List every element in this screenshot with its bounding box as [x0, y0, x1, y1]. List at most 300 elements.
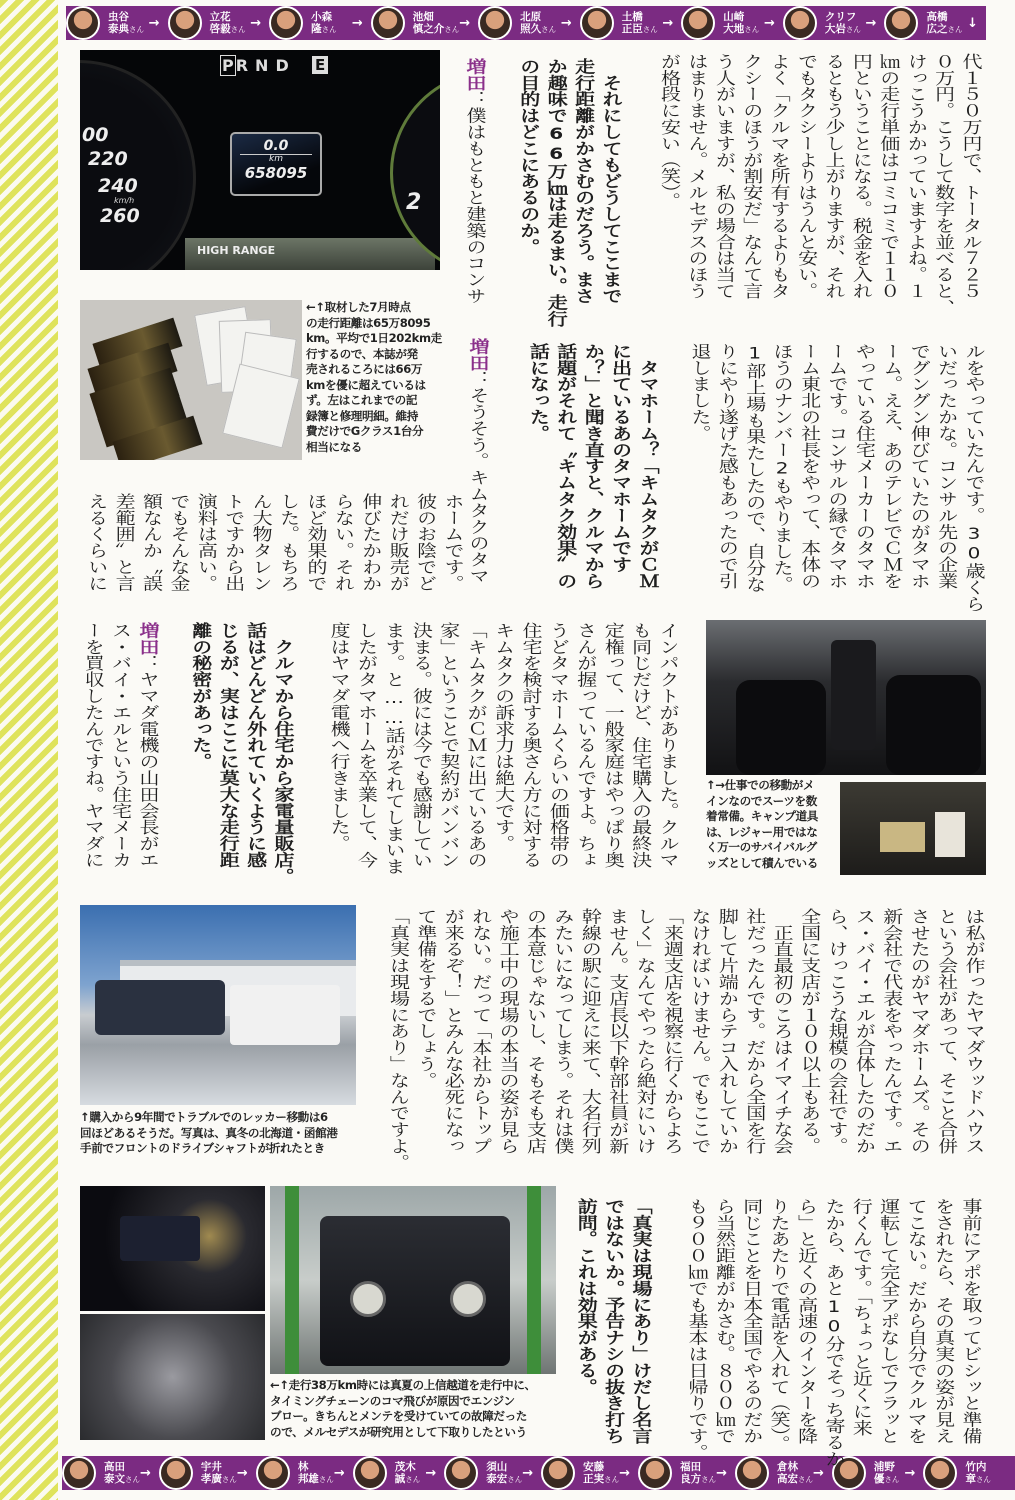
text-column: りたあたりで電話を入れて（笑）。 — [767, 1198, 792, 1453]
avatar — [371, 6, 405, 40]
car-interior-suits-photo — [706, 620, 986, 775]
text-column: 差範囲〟と言 — [112, 493, 137, 592]
person-surname: 虫谷 — [108, 10, 129, 23]
text-column: うどタマホームくらいの価格帯の — [546, 622, 571, 868]
given-name-text: 隆 — [311, 22, 322, 35]
text-column: やっている住宅メーカーのタマホ — [852, 343, 877, 589]
person-name — [104, 1461, 140, 1486]
avatar — [681, 6, 715, 40]
text-column: の目的はどこにあるのか。 — [516, 58, 541, 255]
honorific: さん — [541, 24, 557, 34]
given-name-text: 泰宏 — [486, 1472, 508, 1485]
text-column: 「来週支店を視察に行くからよろ — [660, 908, 685, 1154]
speaker-name: 増田 — [136, 622, 160, 655]
person-item — [256, 1456, 353, 1490]
car-on-lift-photo — [270, 1186, 556, 1374]
text-column: 幹線の駅に迎えに来て、大名行列 — [578, 908, 603, 1154]
honorific: さん — [321, 24, 337, 34]
text-column: も９００㎞でも基本は日帰りです。 — [684, 1198, 709, 1461]
text-column: タマホーム？「キムタクがＣＭ — [636, 359, 660, 589]
text-column: 社だったんです。だから全国を行 — [742, 908, 767, 1154]
text-column: 円ということになる。税金を入れ — [849, 53, 874, 299]
text-column: りにやり遂げた感もあったので引 — [715, 343, 740, 589]
caption-line: インなのでスーツを数 — [706, 793, 817, 808]
person-surname: 北原 — [520, 10, 542, 23]
text-column: ーム。ええ、あのテレビでＣＭを — [879, 343, 904, 589]
person-given-name — [108, 23, 144, 36]
text-column: インパクトがありました。クルマ — [656, 622, 680, 868]
avatar — [353, 1456, 387, 1490]
given-name-text: 良方 — [680, 1472, 702, 1485]
text-column: れない。だって「本社からトップ — [468, 908, 493, 1154]
honorific: さん — [507, 1474, 523, 1484]
caption-line: ↑→仕事での移動がメ — [706, 778, 815, 792]
person-item — [62, 1456, 159, 1490]
text-column: なければいけません。でもここで — [687, 908, 712, 1154]
text-column: ではないか。予告ナシの抜き打ち — [601, 1198, 626, 1444]
text-column: は私が作ったヤマダウッドハウス — [962, 908, 986, 1154]
honorific: さん — [701, 1474, 717, 1484]
caption-line: km。平均で1日202km走 — [306, 331, 442, 345]
gear-letters: RND — [235, 56, 296, 75]
text-column: 新会社で代表をやったんです。エ — [879, 908, 904, 1154]
person-surname: 池畑 — [412, 10, 434, 23]
honorific: さん — [975, 1474, 991, 1484]
given-name-text: 邦雄 — [297, 1472, 319, 1485]
person-surname: 土橋 — [621, 10, 643, 23]
text-column: ーム東北の社長をやって、本体の — [797, 343, 822, 589]
caption-line: の走行距離は65万8095 — [306, 315, 431, 330]
caption-line: 相当になる — [306, 439, 362, 454]
person-given-name — [395, 1473, 421, 1486]
text-column: 走行距離がかさむのだろう。まさ — [571, 58, 596, 304]
person-item — [580, 6, 682, 40]
text-column: いだったかな。コンサル先の企業 — [934, 343, 959, 589]
person-name — [825, 11, 861, 36]
given-name-text: 大地 — [723, 22, 745, 35]
text-column: れだけ販売が — [386, 493, 411, 592]
maintenance-records-photo — [80, 300, 302, 460]
text-column: 退しました。 — [687, 343, 712, 442]
cargo-camping-gear-photo — [840, 782, 986, 875]
text-column: 「真実は現場にあり」なんですよ。 — [386, 908, 411, 1171]
speed-tick-label: 240 — [98, 175, 138, 197]
person-name — [210, 11, 246, 36]
text-column: けっこうかかっていますよね。１ — [904, 53, 929, 299]
rpm-tick-label: 2 — [406, 190, 422, 215]
person-name — [298, 1461, 334, 1486]
honorific: さん — [884, 1474, 900, 1484]
person-surname: 高橋 — [926, 10, 948, 23]
speaker-name: 増田 — [466, 338, 490, 371]
arrow-right-icon: → — [763, 15, 775, 31]
given-name-text: 泰文 — [104, 1472, 125, 1485]
caption-line: タイミングチェーンのコマ飛びが原因でエンジン — [270, 1393, 515, 1408]
given-name-text: 章 — [965, 1472, 976, 1485]
arrow-right-icon: → — [812, 1465, 824, 1481]
gear-indicator — [220, 56, 296, 75]
person-surname: 山崎 — [723, 10, 745, 23]
person-surname: 須山 — [486, 1460, 508, 1473]
person-name — [520, 11, 556, 36]
article-lead-block — [572, 1198, 654, 1485]
text-column: キムタクの訴求力は絶大です。 — [491, 622, 516, 852]
honorific: さん — [642, 24, 658, 34]
text-column: ０万円。こうして数字を並べると、 — [931, 53, 956, 316]
text-column: ません。支店長以下幹部社員が新 — [605, 908, 630, 1154]
gear-park: P — [222, 56, 234, 75]
speed-tick-label: 00 — [82, 124, 109, 146]
speaker-text: ：そうそう。キムタクのタマ — [466, 370, 490, 584]
text-column: ら当然距離がかさむ。８００㎞で — [712, 1198, 737, 1444]
text-column: じるが、実はここに莫大な走行距 — [216, 622, 241, 868]
text-column: るともう少し上がりますが、それ — [821, 53, 846, 299]
text-column: ㎞の走行単価はコミコミで１１０ — [876, 53, 901, 299]
text-column: さんが握っているんですよ。ちょ — [573, 622, 598, 868]
text-column: ス・バイ・エルが合体したのだか — [852, 908, 877, 1154]
person-name — [926, 11, 962, 36]
text-column: て準備をするでしょう。 — [413, 908, 438, 1089]
text-column: らない。それ — [331, 493, 356, 592]
odometer-unit: km — [240, 154, 312, 164]
text-column: 度はヤマダ電機へ行きました。 — [327, 622, 352, 852]
person-item — [269, 6, 371, 40]
article-text-block — [686, 343, 987, 630]
caption-line: 着常備。キャンプ道具 — [706, 809, 818, 823]
photo-caption-tow — [80, 1110, 337, 1157]
text-column: 演料は高い。 — [194, 493, 219, 592]
arrow-right-icon: → — [250, 15, 262, 31]
text-column: みたいになってしまう。それは僕 — [550, 908, 575, 1154]
article-text-block — [655, 53, 984, 340]
text-column: はまりません。メルセデスのほう — [684, 53, 709, 299]
honorific: さん — [125, 1474, 140, 1484]
text-column: クシーのほうが割安だ」なんて言 — [739, 53, 764, 299]
text-column: 正直最初のころはイマイチな会 — [770, 924, 795, 1154]
caption-line: ッズとして積んでいる — [706, 855, 818, 870]
article-text-block — [384, 908, 987, 1195]
text-column: 「真実は現場にあり」けだし名言 — [629, 1198, 653, 1444]
trip-meter: 0.0 — [263, 138, 289, 154]
text-column: 家」ということで契約がバンバン — [436, 622, 461, 868]
tow-truck-photo — [80, 905, 356, 1105]
caption-line: ず。左はこれまでの記 — [306, 393, 418, 407]
person-given-name — [486, 1473, 522, 1486]
given-name-text: 優 — [873, 1472, 885, 1485]
speaker-text: ：僕はもともと建築のコンサ — [463, 90, 487, 304]
article-lead-block — [524, 343, 661, 630]
text-column: も同じだけど、住宅購入の最終決 — [628, 622, 653, 868]
honorific: さん — [604, 1474, 620, 1484]
text-column: が来るぞ！」とみんな必死になっ — [441, 908, 466, 1154]
person-given-name — [298, 1473, 334, 1486]
arrow-right-icon: → — [619, 1465, 631, 1481]
text-column: 訪問。これは効果がある。 — [574, 1198, 599, 1395]
person-item — [783, 6, 885, 40]
text-column: ルをやっていたんです。30歳くら — [962, 343, 986, 612]
decorative-stripe-border — [0, 0, 58, 1500]
photo-caption-mileage — [306, 300, 442, 455]
text-column: でもタクシーよりはうんと安い。 — [794, 53, 819, 299]
speed-unit-label: km/h — [114, 196, 135, 205]
given-name-text: 大岩 — [824, 22, 846, 35]
avatar — [62, 1456, 96, 1490]
arrow-right-icon: → — [662, 15, 674, 31]
avatar — [478, 6, 512, 40]
caption-line: 録簿と修理明細。維持 — [306, 408, 418, 423]
text-column: という会社があって、そこと合併 — [934, 908, 959, 1154]
text-column — [464, 338, 491, 625]
photo-caption-interior — [706, 778, 818, 871]
text-column: 話はどんどん外れていくように感 — [243, 622, 268, 868]
text-column: したがタマホームを卒業して、今 — [354, 622, 379, 868]
person-name — [201, 1461, 237, 1486]
article-lead-block — [514, 58, 624, 345]
person-given-name — [825, 23, 861, 36]
text-column: 伸びたかわか — [358, 493, 383, 592]
avatar — [541, 1456, 575, 1490]
text-column: ます。と……話がそれてしまいま — [381, 622, 406, 875]
avatar — [884, 6, 918, 40]
night-breakdown-photo — [80, 1186, 265, 1311]
speaker-text: ：ヤマダ電機の山田会長がエ — [136, 654, 160, 868]
caption-line: kmを優に超えているは — [306, 377, 426, 392]
text-column: ほうのナンバー2もやりました。 — [770, 343, 795, 593]
given-name-text: 孝廣 — [200, 1472, 222, 1485]
arrow-right-icon: → — [236, 1465, 248, 1481]
text-column: した。もちろ — [276, 493, 301, 592]
caption-line: 行するので、本誌が発 — [306, 346, 418, 361]
text-column: それにしてもどうしてここまで — [599, 74, 623, 305]
arrow-right-icon: → — [865, 15, 877, 31]
person-name — [622, 11, 658, 36]
given-name-text: 泰典 — [108, 22, 129, 35]
caption-line: ブロー。きちんとメンテを受けていての故障だった — [270, 1409, 527, 1423]
person-surname: 安藤 — [583, 1460, 605, 1473]
person-given-name — [413, 23, 460, 36]
text-column — [134, 622, 161, 909]
text-column: に出ているあのタマホームです — [608, 343, 633, 573]
avatar — [159, 1456, 193, 1490]
avatar — [783, 6, 817, 40]
text-column: ら」と近くの高速のインターを降 — [794, 1198, 819, 1444]
text-column: 彼のお陰でど — [413, 493, 438, 592]
text-column: 定権って、一般家庭はやっぱり奥 — [601, 622, 626, 868]
caption-line: 手前でフロントのドライブシャフトが折れたとき — [80, 1141, 325, 1155]
caption-line: ので、メルセデスが研究用として下取りしたという — [270, 1424, 527, 1439]
person-surname: 倉林 — [776, 1460, 798, 1473]
honorific: さん — [797, 1474, 813, 1484]
text-column: 額なんか〝誤 — [139, 493, 164, 592]
odometer-value: 658095 — [244, 164, 308, 182]
person-item — [353, 1456, 445, 1490]
given-name-text: 広之 — [926, 22, 948, 35]
avatar — [580, 6, 614, 40]
honorific: さん — [947, 24, 963, 34]
person-given-name — [723, 23, 759, 36]
arrow-right-icon: → — [351, 15, 363, 31]
text-column: でもそんな金 — [166, 493, 191, 592]
text-column: クルマから住宅から家電量販店。 — [271, 638, 295, 885]
person-item — [444, 1456, 541, 1490]
person-surname: 小森 — [311, 10, 333, 23]
eco-mode-indicator: E — [312, 56, 328, 74]
text-column — [461, 58, 488, 345]
given-name-text: 照久 — [520, 22, 542, 35]
caption-line: 売されるころには66万 — [306, 362, 423, 376]
text-column: 全国に支店が１００以上もある。 — [797, 908, 822, 1154]
speed-tick-label: 260 — [100, 205, 140, 227]
person-item — [66, 6, 168, 40]
person-given-name — [520, 23, 556, 36]
text-column: えるくらいに — [84, 493, 109, 592]
arrow-right-icon: → — [904, 1465, 916, 1481]
odometer-dashboard-photo — [80, 50, 440, 270]
given-name-text: 慎之介 — [412, 22, 445, 35]
given-name-text: 正実 — [583, 1472, 605, 1485]
person-given-name — [311, 23, 337, 36]
given-name-text: 正臣 — [621, 22, 643, 35]
avatar — [269, 6, 303, 40]
honorific: さん — [230, 24, 246, 34]
person-name — [108, 11, 144, 36]
range-label: HIGH RANGE — [185, 238, 435, 270]
text-column: でグングン伸びていたのがタマホ — [907, 343, 932, 589]
text-column: ほど効果的で — [303, 493, 328, 592]
person-item — [478, 6, 580, 40]
arrow-right-icon: → — [148, 15, 160, 31]
person-surname: 立花 — [209, 10, 231, 23]
top-people-relay-bar — [66, 6, 986, 40]
speaker-name: 増田 — [463, 58, 487, 91]
article-text-block — [325, 622, 681, 909]
person-given-name — [926, 23, 962, 36]
person-name — [413, 11, 460, 36]
avatar — [256, 1456, 290, 1490]
text-column: 代１５０万円で、トータル７２５ — [959, 53, 983, 299]
text-column: が格段に安い（笑）。 — [657, 53, 682, 209]
article-text-block — [683, 1198, 984, 1485]
person-surname: クリフ — [824, 10, 857, 23]
person-item — [168, 6, 270, 40]
text-column: 1部上場も果たしたので、自分な — [742, 343, 767, 593]
arrow-down-icon: ↓ — [967, 15, 979, 31]
text-column: ら、けっこうな規模の会社です。 — [824, 908, 849, 1154]
text-column: 運転して完全アポなしでフラッと — [876, 1198, 901, 1444]
honorific: さん — [221, 1474, 237, 1484]
text-column: てこない。だから自分でクルマを — [904, 1198, 929, 1444]
text-column: させたのがヤマダホームズ。その — [907, 908, 932, 1154]
damaged-engine-photo — [80, 1314, 265, 1440]
text-column: 離の秘密があった。 — [188, 622, 213, 770]
interview-text-block — [464, 338, 491, 625]
given-name-text: 高宏 — [776, 1472, 798, 1485]
text-column: をされたら、その真実の姿が見え — [931, 1198, 956, 1444]
person-given-name — [104, 1473, 140, 1486]
arrow-right-icon: → — [459, 15, 471, 31]
text-column: ーを買収したんですね。ヤマダに — [81, 622, 106, 868]
caption-line: ←↑取材した7月時点 — [306, 300, 411, 314]
honorific: さん — [744, 24, 760, 34]
text-column: トですから出 — [221, 493, 246, 592]
text-column: たから、あと10分でそっち寄るか — [821, 1198, 846, 1467]
person-given-name — [622, 23, 658, 36]
person-item — [371, 6, 478, 40]
arrow-right-icon: → — [333, 1465, 345, 1481]
text-column: う人がいますが、私の場合は当て — [712, 53, 737, 299]
person-surname: 高田 — [104, 1460, 125, 1473]
given-name-text: 啓毅 — [209, 22, 231, 35]
person-given-name — [210, 23, 246, 36]
text-column: 行くんです。「ちょっと近くに来 — [849, 1198, 874, 1436]
text-column: ス・バイ・エルという住宅メーカ — [108, 622, 133, 868]
text-column: か？」と聞き直すと、クルマから — [581, 343, 606, 589]
person-item — [159, 1456, 256, 1490]
text-column: ームです。コンサルの縁でタマホ — [824, 343, 849, 589]
arrow-right-icon: → — [425, 1465, 437, 1481]
text-column: 住宅を検討する奥さん方に対する — [518, 622, 543, 868]
person-name — [395, 1461, 421, 1486]
caption-line: ←↑走行38万km時には真夏の上信越道を走行中に、 — [270, 1378, 536, 1392]
interview-text-block — [461, 58, 488, 345]
honorific: さん — [129, 24, 144, 34]
text-column: 同じことを日本全国でやるのだか — [739, 1198, 764, 1444]
given-name-text: 誠 — [394, 1472, 406, 1485]
caption-line: 回ほどあるそうだ。写真は、真冬の北海道・函館港 — [80, 1125, 338, 1140]
avatar — [168, 6, 202, 40]
honorific: さん — [444, 24, 460, 34]
person-name — [311, 11, 337, 36]
avatar — [66, 6, 100, 40]
text-column: や施工中の現場の本当の姿が見ら — [496, 908, 521, 1154]
text-column: しく」なんてやったら絶対にいけ — [633, 908, 658, 1154]
text-column: の本意じゃないし、そもそも支店 — [523, 908, 548, 1154]
arrow-right-icon: → — [522, 1465, 534, 1481]
arrow-right-icon: → — [716, 1465, 727, 1481]
text-column: 決まる。彼には今でも感謝してい — [409, 622, 434, 868]
text-column: よく「クルマを所有するよりもタ — [767, 53, 792, 299]
odometer-display — [230, 132, 322, 196]
speed-tick-label: 220 — [88, 148, 128, 170]
text-column: 話題がそれて〝キムタク効果〟の — [553, 343, 578, 589]
caption-line: は、レジャー用ではな — [706, 824, 818, 839]
honorific: さん — [318, 1474, 334, 1484]
text-column: 「キムタクがＣＭに出ているあの — [464, 622, 489, 868]
text-column: ホームです。 — [441, 493, 465, 592]
avatar — [444, 1456, 478, 1490]
arrow-right-icon: → — [140, 1465, 151, 1481]
text-column: ん大物タレン — [249, 493, 274, 592]
person-name — [486, 1461, 522, 1486]
person-name — [723, 11, 759, 36]
honorific: さん — [405, 1474, 421, 1484]
photo-caption-engine — [270, 1378, 536, 1440]
text-column: か趣味で66万㎞は走るまい。走行 — [544, 58, 569, 327]
interview-text-block — [79, 622, 161, 909]
person-surname: 浦野 — [873, 1460, 895, 1473]
article-lead-block — [186, 622, 296, 909]
caption-line: 費だけでGクラス1台分 — [306, 424, 424, 438]
person-surname: 宇井 — [200, 1460, 222, 1473]
person-surname: 林 — [297, 1460, 309, 1473]
person-given-name — [201, 1473, 237, 1486]
person-surname: 竹内 — [965, 1460, 987, 1473]
person-surname: 福田 — [680, 1460, 702, 1473]
arrow-right-icon: → — [560, 15, 572, 31]
caption-line: く万一のサバイバルグ — [706, 840, 817, 854]
person-item — [681, 6, 783, 40]
text-column: 脚して片端からテコ入れしていか — [715, 908, 740, 1154]
